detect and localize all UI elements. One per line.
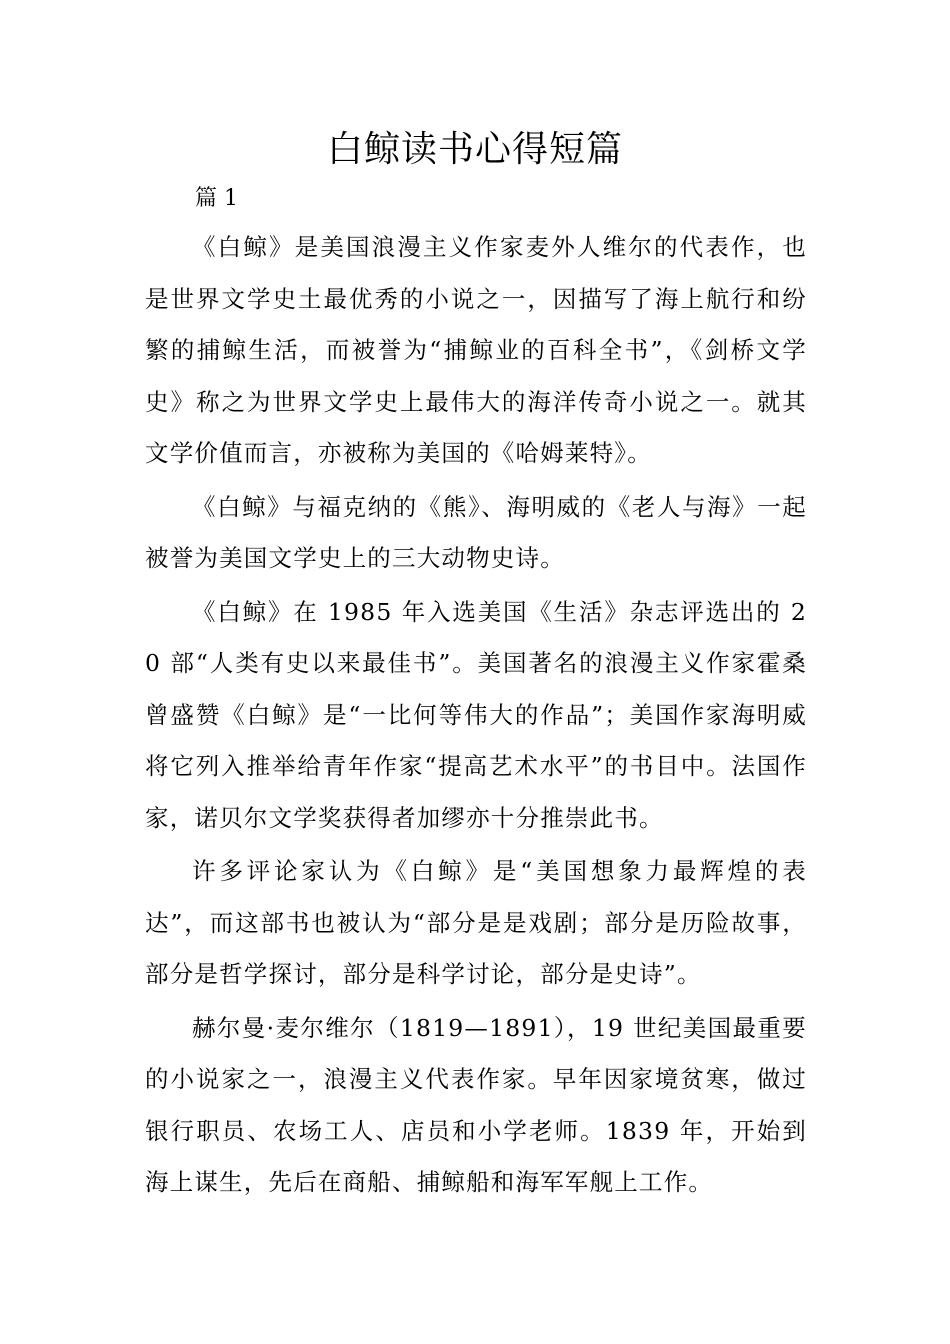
paragraph-4: 许多评论家认为《白鲸》是“美国想象力最辉煌的表达”，而这部书也被认为“部分是是戏剧；部分是历险故事，部分是哲学探讨，部分是科学讨论，部分是史诗”。 — [145, 857, 807, 988]
paragraph-3: 《白鲸》在 1985 年入选美国《生活》杂志评选出的 20 部“人类有史以来最佳书”。美国著名的浪漫主义作家霍桑曾盛赞《白鲸》是“一比何等伟大的作品”；美国作家海明威将它列入推举给青年作家“提高艺术水平”的书目中。法国作家，诺贝尔文学奖获得者加缪亦十分推崇此书。 — [145, 597, 807, 832]
paragraph-5: 赫尔曼·麦尔维尔（1819—1891），19 世纪美国最重要的小说家之一，浪漫主义代表作家。早年因家境贫寒，做过银行职员、农场工人、店员和小学老师。1839 年，开始到海上谋生，先后在商船、捕鲸船和海军军舰上工作。 — [145, 1013, 807, 1196]
paragraph-2: 《白鲸》与福克纳的《熊》、海明威的《老人与海》一起被誉为美国文学史上的三大动物史诗。 — [145, 492, 807, 572]
paragraph-1: 《白鲸》是美国浪漫主义作家麦外人维尔的代表作，也是世界文学史土最优秀的小说之一，因描写了海上航行和纷繁的捕鲸生活，而被誉为“捕鲸业的百科全书”，《剑桥文学史》称之为世界文学史上最伟大的海洋传奇小说之一。就其文学价值而言，亦被称为美国的《哈姆莱特》。 — [145, 233, 807, 467]
body-text — [145, 222, 807, 1211]
document-title: 白鲸读书心得短篇 — [326, 129, 623, 170]
section-label: 篇 1 — [195, 186, 238, 211]
